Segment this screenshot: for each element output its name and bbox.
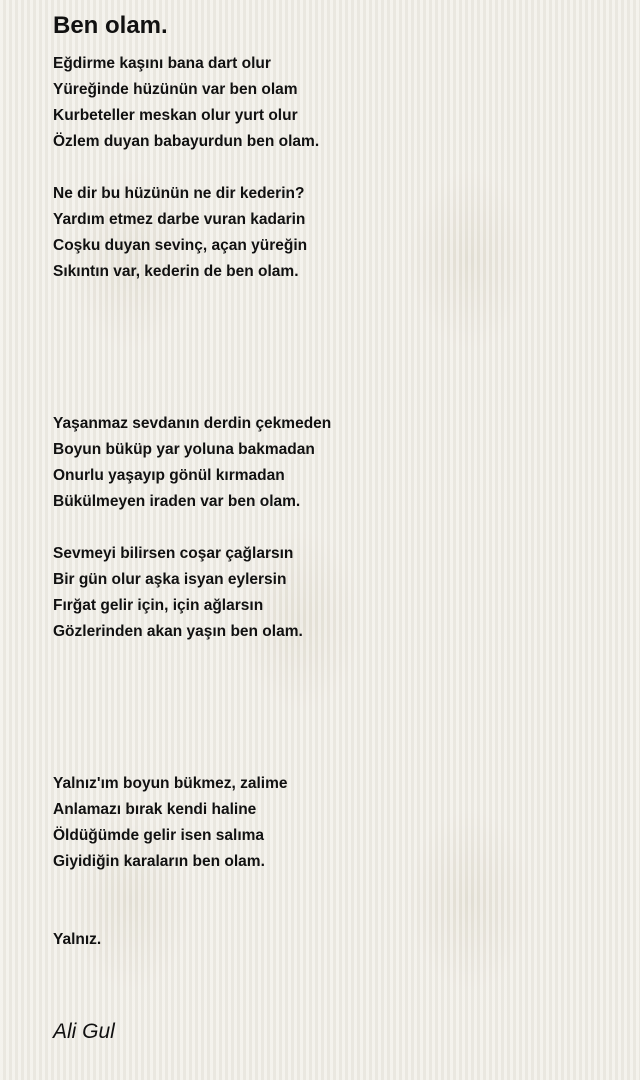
poem-line: Gözlerinden akan yaşın ben olam. [53, 623, 303, 640]
poem-line: Yüreğinde hüzünün var ben olam [53, 81, 298, 98]
poem-line: Bir gün olur aşka isyan eylersin [53, 571, 287, 588]
poem-line: Öldüğümde gelir isen salıma [53, 827, 265, 844]
poem-signature: Yalnız. [53, 931, 102, 948]
poem-line: Sevmeyi bilirsen coşar çağlarsın [53, 545, 294, 562]
poem-line: Fırğat gelir için, için ağlarsın [53, 597, 264, 614]
poem-line: Kurbeteller meskan olur yurt olur [53, 107, 298, 124]
poem-line: Özlem duyan babayurdun ben olam. [53, 133, 320, 150]
poem-line: Anlamazı bırak kendi haline [53, 801, 257, 818]
poem-line: Yardım etmez darbe vuran kadarin [53, 211, 306, 228]
author-name[interactable]: Ali Gul [53, 1020, 115, 1043]
poem-line: Coşku duyan sevinç, açan yüreğin [53, 237, 308, 254]
poem-line: Yalnız'ım boyun bükmez, zalime [53, 775, 288, 792]
poem-line: Ne dir bu hüzünün ne dir kederin? [53, 185, 305, 202]
poem-line: Eğdirme kaşını bana dart olur [53, 55, 271, 72]
poem-line: Giyidiğin karaların ben olam. [53, 853, 265, 870]
poem-line: Onurlu yaşayıp gönül kırmadan [53, 467, 285, 484]
poem-line: Bükülmeyen iraden var ben olam. [53, 493, 301, 510]
poem-line: Yaşanmaz sevdanın derdin çekmeden [53, 415, 332, 432]
poem-line: Sıkıntın var, kederin de ben olam. [53, 263, 299, 280]
poem-title: Ben olam. [53, 12, 168, 39]
poem-line: Boyun büküp yar yoluna bakmadan [53, 441, 315, 458]
